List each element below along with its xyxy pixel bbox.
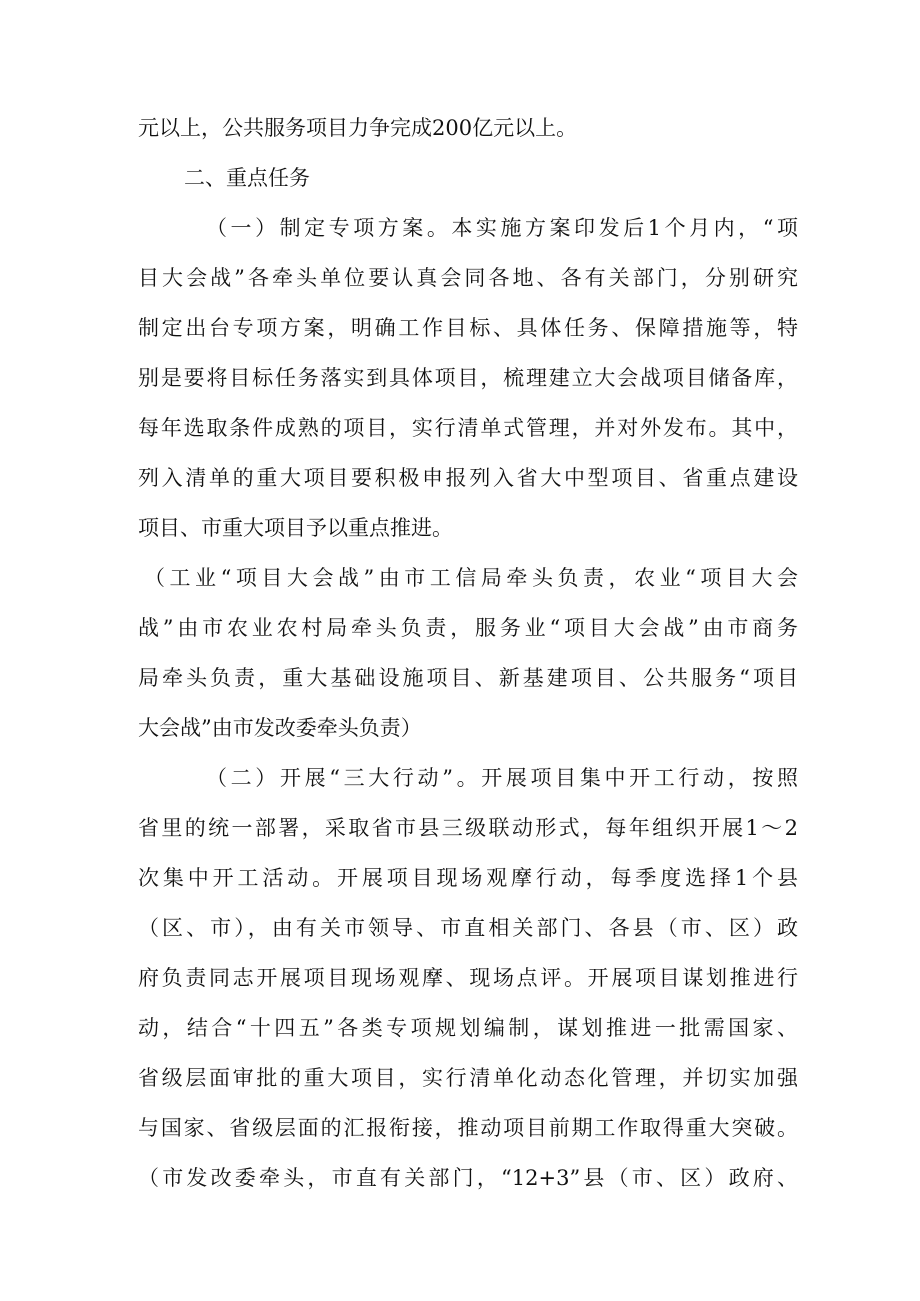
paragraph-line: 次集中开工活动。开展项目现场观摩行动，每季度选择1个县 bbox=[138, 866, 798, 890]
paragraph-line: （一）制定专项方案。本实施方案印发后1个月内，“项 bbox=[206, 216, 798, 240]
paragraph-line: （区、市），由有关市领导、市直相关部门、各县（市、区）政 bbox=[138, 916, 798, 940]
paragraph-line: 别是要将目标任务落实到具体项目，梳理建立大会战项目储备库， bbox=[138, 366, 798, 390]
paragraph-line: 制定出台专项方案，明确工作目标、具体任务、保障措施等，特 bbox=[138, 316, 798, 340]
responsibility-note-line: 大会战”由市发改委牵头负责） bbox=[138, 716, 422, 740]
paragraph-line: 府负责同志开展项目现场观摩、现场点评。开展项目谋划推进行 bbox=[138, 966, 798, 990]
paragraph-line: 元以上，公共服务项目力争完成200亿元以上。 bbox=[138, 116, 578, 140]
paragraph-line: 目大会战”各牵头单位要认真会同各地、各有关部门，分别研究 bbox=[138, 266, 798, 290]
paragraph-line: 与国家、省级层面的汇报衔接，推动项目前期工作取得重大突破。 bbox=[138, 1116, 798, 1140]
paragraph-line: 省级层面审批的重大项目，实行清单化动态化管理，并切实加强 bbox=[138, 1066, 798, 1090]
section-heading: 二、重点任务 bbox=[184, 166, 310, 190]
paragraph-line: 列入清单的重大项目要积极申报列入省大中型项目、省重点建设 bbox=[138, 466, 798, 490]
paragraph-line: 每年选取条件成熟的项目，实行清单式管理，并对外发布。其中， bbox=[138, 416, 798, 440]
responsibility-note-line: 局牵头负责，重大基础设施项目、新基建项目、公共服务“项目 bbox=[138, 666, 798, 690]
responsibility-note-line: （市发改委牵头，市直有关部门，“12+3”县（市、区）政府、 bbox=[138, 1166, 798, 1190]
responsibility-note-line: （工业“项目大会战”由市工信局牵头负责，农业“项目大会 bbox=[144, 566, 798, 590]
paragraph-line: 项目、市重大项目予以重点推进。 bbox=[138, 516, 453, 540]
responsibility-note-line: 战”由市农业农村局牵头负责，服务业“项目大会战”由市商务 bbox=[138, 616, 798, 640]
paragraph-line: （二）开展“三大行动”。开展项目集中开工行动，按照 bbox=[206, 766, 798, 790]
paragraph-line: 动，结合“十四五”各类专项规划编制，谋划推进一批需国家、 bbox=[138, 1016, 798, 1040]
paragraph-line: 省里的统一部署，采取省市县三级联动形式，每年组织开展1～2 bbox=[138, 816, 798, 840]
